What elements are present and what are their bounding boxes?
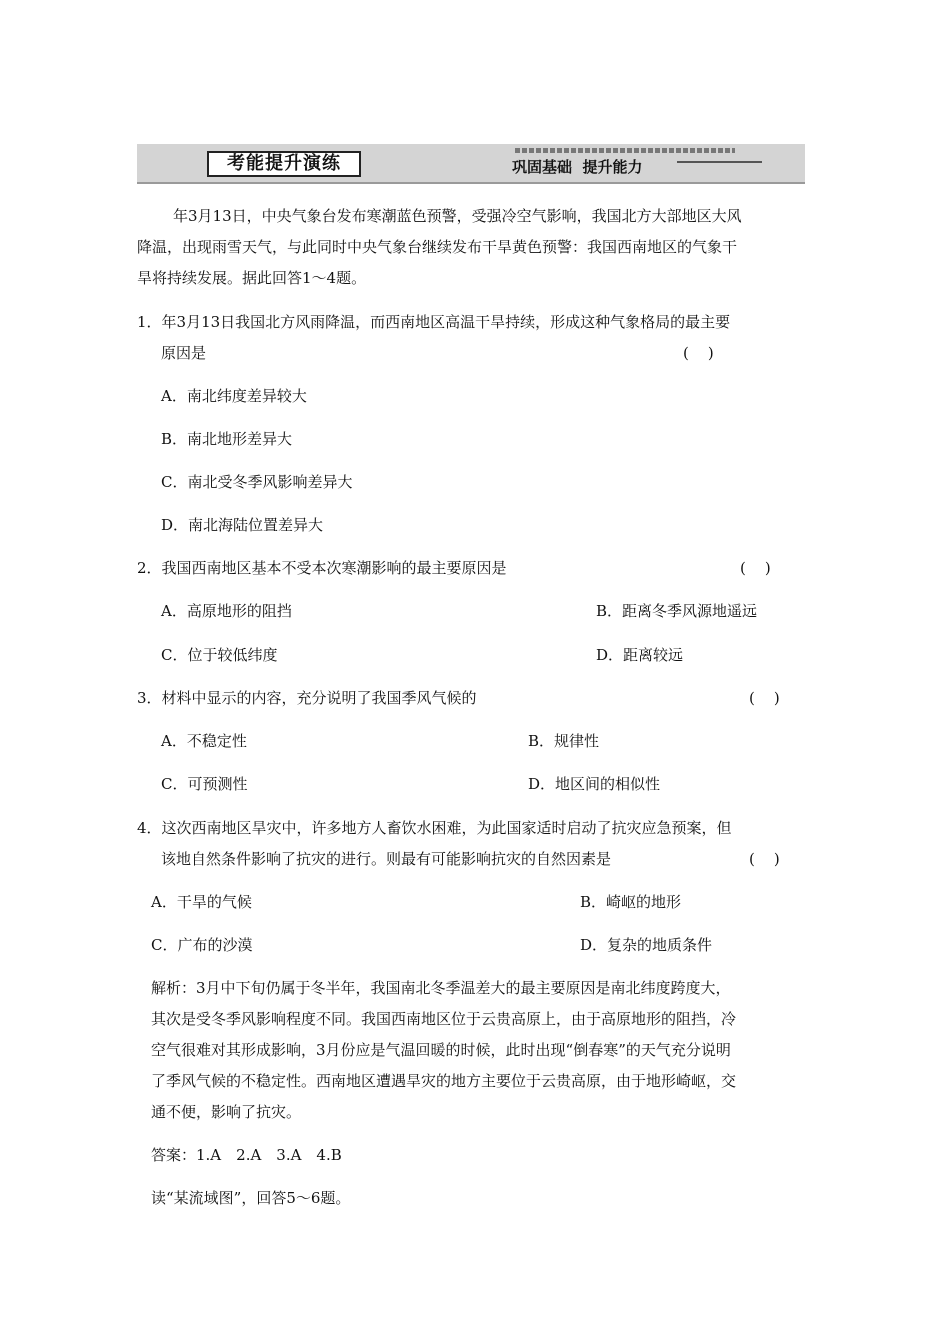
analysis-line-2: 其次是受冬季风影响程度不同。我国西南地区位于云贵高原上，由于高原地形的阻挡，冷: [151, 1010, 737, 1028]
section-title: 考能提升演练: [207, 151, 361, 177]
question-4-option-c: C．广布的沙漠: [151, 936, 253, 954]
question-4-option-b: B．崎岖的地形: [580, 893, 682, 911]
question-4-option-d: D．复杂的地质条件: [580, 936, 713, 954]
question-4-option-a: A．干旱的气候: [151, 893, 252, 911]
question-3-option-c: C．可预测性: [161, 775, 248, 793]
intro-line-3: 旱将持续发展。据此回答1～4题。: [137, 269, 367, 287]
answer-key: 答案：1.A 2.A 3.A 4.B: [151, 1146, 342, 1164]
question-1-option-d: D．南北海陆位置差异大: [161, 516, 324, 534]
next-questions-prompt: 读“某流域图”，回答5～6题。: [151, 1189, 351, 1207]
intro-line-1: 年3月13日，中央气象台发布寒潮蓝色预警，受强冷空气影响，我国北方大部地区大风: [173, 207, 742, 225]
question-4-answer-blank: ( ): [749, 850, 780, 868]
question-1-option-b: B．南北地形差异大: [161, 430, 293, 448]
banner-decoration-stripe: [515, 148, 735, 153]
banner-decoration-line: [677, 161, 762, 163]
question-4-stem-cont: 该地自然条件影响了抗灾的进行。则最有可能影响抗灾的自然因素是: [161, 850, 612, 868]
question-3-option-a: A．不稳定性: [161, 732, 247, 750]
question-1-stem-cont: 原因是: [161, 344, 207, 362]
question-2-option-a: A．高原地形的阻挡: [161, 602, 292, 620]
question-2-option-c: C．位于较低纬度: [161, 646, 278, 664]
section-banner: [137, 144, 805, 184]
question-2-answer-blank: ( ): [740, 559, 771, 577]
question-2-option-b: B．距离冬季风源地遥远: [596, 602, 758, 620]
question-2-stem: 2．我国西南地区基本不受本次寒潮影响的最主要原因是: [137, 559, 507, 577]
analysis-line-1: 解析：3月中下旬仍属于冬半年，我国南北冬季温差大的最主要原因是南北纬度跨度大，: [151, 979, 731, 997]
analysis-line-5: 通不便，影响了抗灾。: [151, 1103, 302, 1121]
question-3-answer-blank: ( ): [749, 689, 780, 707]
question-3-stem: 3．材料中显示的内容，充分说明了我国季风气候的: [137, 689, 477, 707]
question-3-option-b: B．规律性: [528, 732, 600, 750]
intro-line-2: 降温，出现雨雪天气，与此同时中央气象台继续发布干旱黄色预警：我国西南地区的气象干: [137, 238, 738, 256]
question-1-option-a: A．南北纬度差异较大: [161, 387, 307, 405]
question-2-option-d: D．距离较远: [596, 646, 684, 664]
section-subtitle: 巩固基础 提升能力: [512, 158, 643, 176]
question-4-stem: 4．这次西南地区旱灾中，许多地方人畜饮水困难，为此国家适时启动了抗灾应急预案，但: [137, 819, 732, 837]
question-3-option-d: D．地区间的相似性: [528, 775, 661, 793]
question-1-stem: 1．年3月13日我国北方风雨降温，而西南地区高温干旱持续，形成这种气象格局的最主要: [137, 313, 731, 331]
question-1-option-c: C．南北受冬季风影响差异大: [161, 473, 353, 491]
question-1-answer-blank: ( ): [683, 344, 714, 362]
analysis-line-3: 空气很难对其形成影响，3月份应是气温回暖的时候，此时出现“倒春寒”的天气充分说明: [151, 1041, 731, 1059]
analysis-line-4: 了季风气候的不稳定性。西南地区遭遇旱灾的地方主要位于云贵高原，由于地形崎岖，交: [151, 1072, 737, 1090]
